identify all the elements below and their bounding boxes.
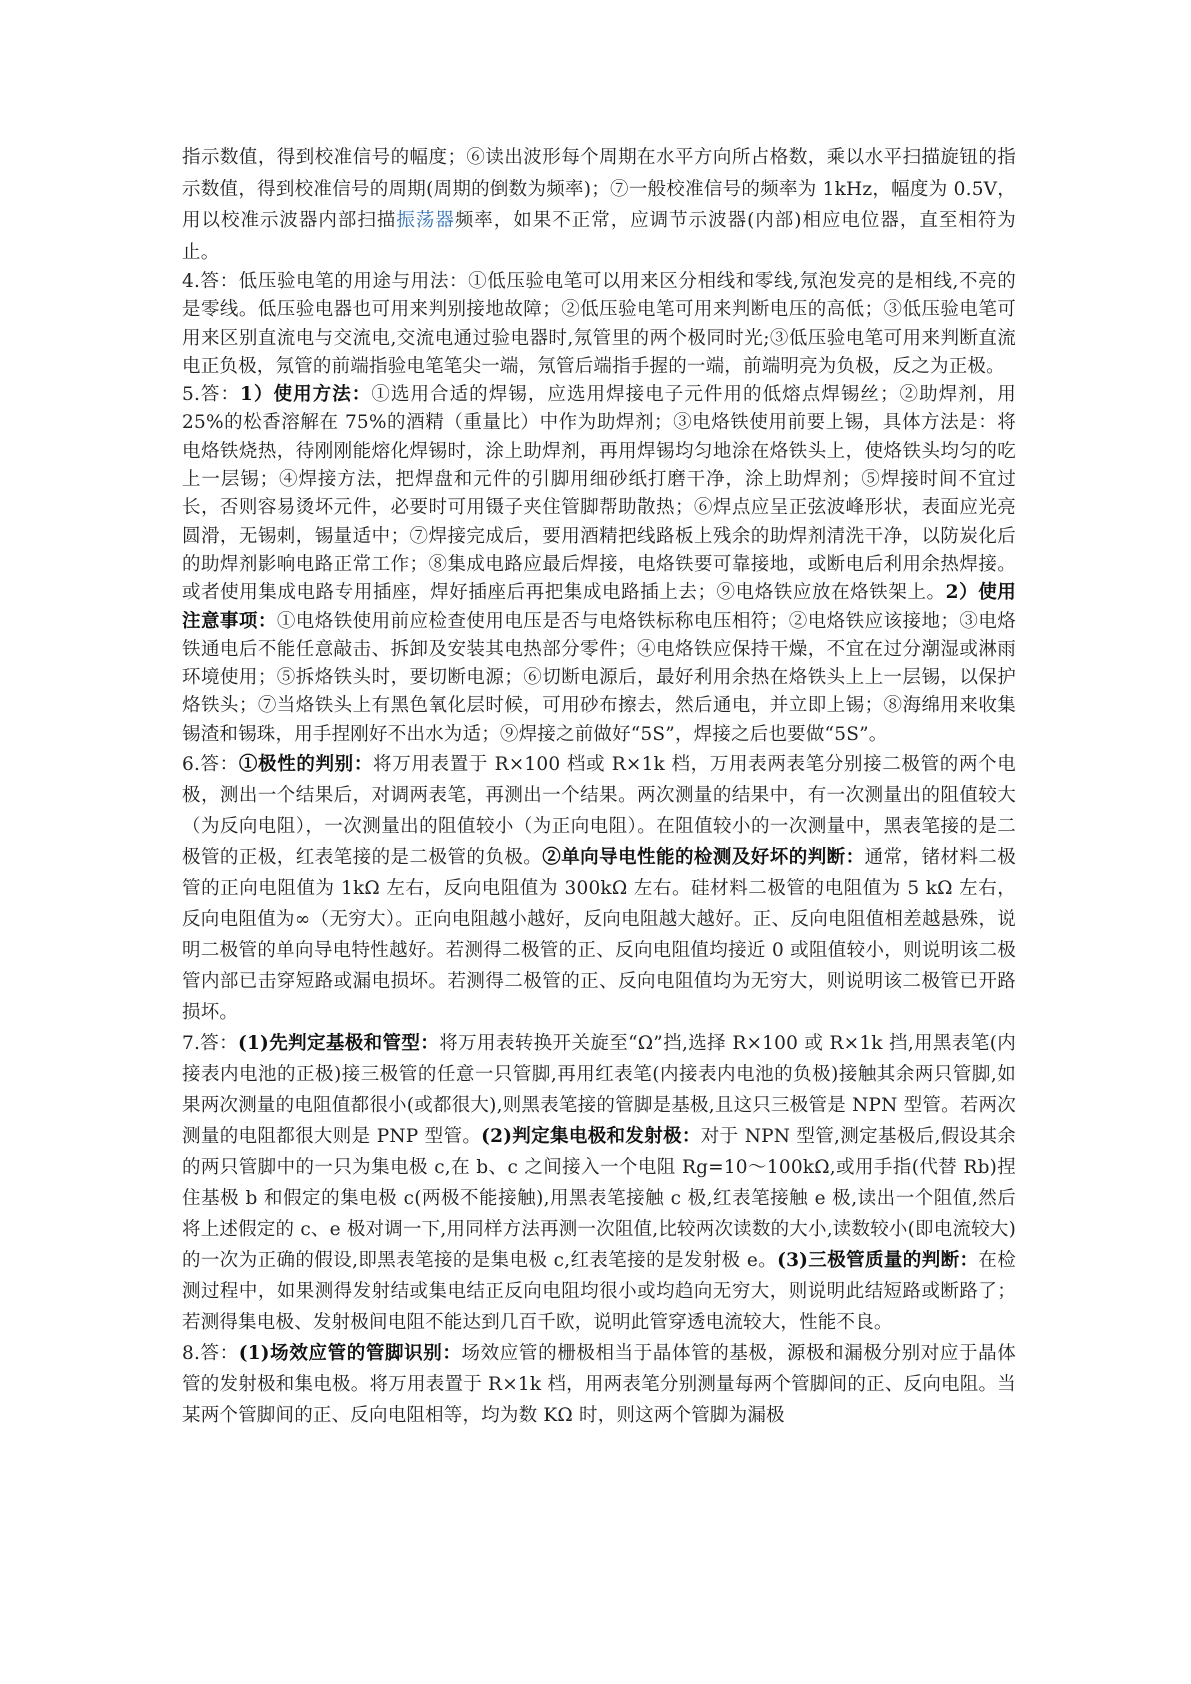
link-oscillator[interactable]: 振荡器 bbox=[396, 210, 455, 231]
heading-usage-method: 1）使用方法： bbox=[240, 384, 372, 406]
text-span: 6.答： bbox=[182, 754, 239, 776]
heading-base-type: (1)先判定基极和管型： bbox=[238, 1033, 440, 1055]
answer-8 bbox=[182, 1338, 1016, 1431]
text-span: 7.答： bbox=[182, 1033, 239, 1055]
text-span: 通常，锗材料二极管的正向电阻值为 1kΩ 左右，反向电阻值为 300kΩ 左右。硅材料二极管的电阻值为 5 kΩ 左右，反向电阻值为∞（无穷大）。正向电阻越小越好，反向电阻越大越好。正、反向电阻值相差越悬殊，说明二极管的单向导电特性越好。若测得二极管的正、反向电阻值均接近 0 或阻值较小，则说明该二极管内部已击穿短路或漏电损坏。若测得二极管的正、反向电阻值均为无穷大，则说明该二极管已开路损坏。 bbox=[182, 847, 1016, 1024]
text-span: 8.答： bbox=[182, 1343, 239, 1365]
heading-conductivity: ②单向导电性能的检测及好坏的判断： bbox=[542, 847, 865, 869]
text-span: 场效应管的栅极相当于晶体管的基极，源极和漏极分别对应于晶体管的发射极和集电极。将万用表置于 R×1k 档，用两表笔分别测量每两个管脚间的正、反向电阻。当某两个管脚间的正、反向电阻相等，均为数 KΩ 时，则这两个管脚为漏极 bbox=[182, 1343, 1017, 1427]
heading-collector-emitter: (2)判定集电极和发射极： bbox=[481, 1126, 701, 1148]
text-span: 对于 NPN 型管,测定基极后,假设其余的两只管脚中的一只为集电极 c,在 b、c 之间接入一个电阻 Rg=10～100kΩ,或用手指(代替 Rb)捏住基极 b 和假定的集电极 c(两极不能接触),用黑表笔接触 c 极,红表笔接触 e 极,读出一个阻值,然后将上述假定的 c、e 极对调一下,用同样方法再测一次阻值,比较两次读数的大小,读数较小(即电流较大)的一次为正确的假设,即黑表笔接的是集电极 c,红表笔接的是发射极 e。 bbox=[182, 1126, 1016, 1272]
text-span: 4.答：低压验电笔的用途与用法：①低压验电笔可以用来区分相线和零线,氖泡发亮的是相线,不亮的是零线。低压验电器也可用来判别接地故障；②低压验电笔可用来判断电压的高低；③低压验电笔可用来区别直流电与交流电,交流电通过验电器时,氖管里的两个极同时光;③低压验电笔可用来判断直流电正负极，氖管的前端指验电笔笔尖一端，氖管后端指手握的一端，前端明亮为负极，反之为正极。 bbox=[182, 271, 1016, 377]
answer-5 bbox=[182, 381, 1016, 749]
text-span: ①选用合适的焊锡，应选用焊接电子元件用的低熔点焊锡丝；②助焊剂，用 25%的松香溶解在 75%的酒精（重量比）中作为助焊剂；③电烙铁使用前要上锡，具体方法是：将电烙铁烧热，待刚刚能熔化焊锡时，涂上助焊剂，再用焊锡均匀地涂在烙铁头上，使烙铁头均匀的吃上一层锡；④焊接方法，把焊盘和元件的引脚用细砂纸打磨干净，涂上助焊剂；⑤焊接时间不宜过长，否则容易烫坏元件，必要时可用镊子夹住管脚帮助散热；⑥焊点应呈正弦波峰形状，表面应光亮圆滑，无锡刺，锡量适中；⑦焊接完成后，要用酒精把线路板上残余的助焊剂清洗干净，以防炭化后的助焊剂影响电路正常工作；⑧集成电路应最后焊接，电烙铁要可靠接地，或断电后利用余热焊接。或者使用集成电路专用插座，焊好插座后再把集成电路插上去；⑨电烙铁应放在烙铁架上。 bbox=[182, 384, 1017, 604]
text-span: 频率，如果不正常，应调节示波器(内部)相应电位器，直至相符为止。 bbox=[182, 210, 1017, 263]
answer-7 bbox=[182, 1028, 1016, 1338]
text-span: ①电烙铁使用前应检查使用电压是否与电烙铁标称电压相符；②电烙铁应该接地；③电烙铁通电后不能任意敲击、拆卸及安装其电热部分零件；④电烙铁应保持干燥，不宜在过分潮湿或淋雨环境使用；⑤拆烙铁头时，要切断电源；⑥切断电源后，最好利用余热在烙铁头上上一层锡，以保护烙铁头；⑦当烙铁头上有黑色氧化层时候，可用砂布擦去，然后通电，并立即上锡；⑧海绵用来收集锡渣和锡珠，用手捏刚好不出水为适；⑨焊接之前做好“5S”，焊接之后也要做“5S”。 bbox=[182, 610, 1016, 745]
text-span: 5.答： bbox=[182, 384, 241, 406]
text-span: 将万用表置于 R×100 档或 R×1k 档，万用表两表笔分别接二极管的两个电极，测出一个结果后，对调两表笔，再测出一个结果。两次测量的结果中，有一次测量出的阻值较大（为反向电阻），一次测量出的阻值较小（为正向电阻）。在阻值较小的一次测量中，黑表笔接的是二极管的正极，红表笔接的是二极管的负极。 bbox=[182, 754, 1017, 869]
heading-fet-pins: (1)场效应管的管脚识别： bbox=[238, 1343, 462, 1365]
heading-quality: (3)三极管质量的判断： bbox=[777, 1250, 979, 1272]
answer-6 bbox=[182, 749, 1016, 1028]
heading-polarity: ①极性的判别： bbox=[238, 754, 374, 776]
text-span: 将万用表转换开关旋至“Ω”挡,选择 R×100 或 R×1k 挡,用黑表笔(内接表内电池的正极)接三极管的任意一只管脚,再用红表笔(内接表内电池的负极)接触其余两只管脚,如果两次测量的电阻值都很小(或都很大),则黑表笔接的管脚是基极,且这只三极管是 NPN 型管。若两次测量的电阻都很大则是 PNP 型管。 bbox=[182, 1033, 1017, 1148]
paragraph-continuation bbox=[182, 142, 1016, 268]
document-body bbox=[182, 142, 1016, 1431]
answer-4 bbox=[182, 268, 1016, 381]
heading-usage-notes: 2）使用注意事项： bbox=[182, 582, 1016, 632]
text-span: 指示数值，得到校准信号的幅度；⑥读出波形每个周期在水平方向所占格数，乘以水平扫描旋钮的指示数值，得到校准信号的周期(周期的倒数为频率)；⑦一般校准信号的频率为 1kHz，幅度为 0.5V，用以校准示波器内部扫描 bbox=[182, 147, 1016, 231]
text-span: 在检测过程中，如果测得发射结或集电结正反向电阻均很小或均趋向无穷大，则说明此结短路或断路了；若测得集电极、发射极间电阻不能达到几百千欧，说明此管穿透电流较大，性能不良。 bbox=[182, 1250, 1017, 1334]
